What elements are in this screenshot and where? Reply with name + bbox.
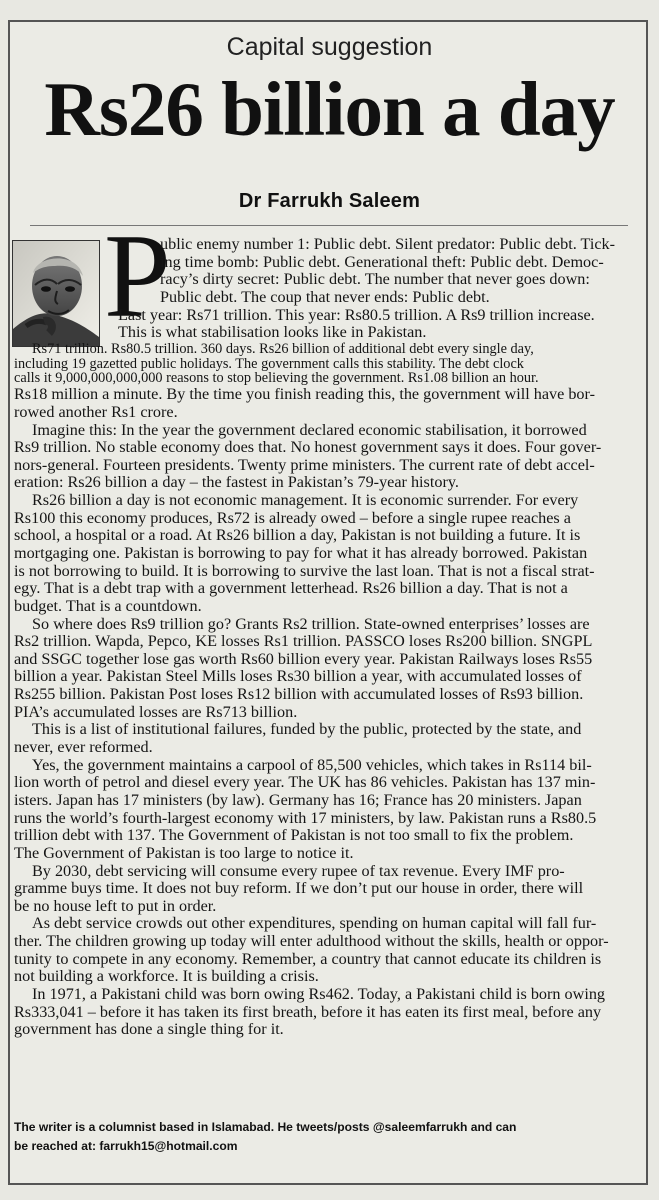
article-line: billion a year. Pakistan Steel Mills loses Rs30 billion a year, with accumulated losses of bbox=[14, 668, 582, 686]
article-line: trillion debt with 137. The Government of Pakistan is not too small to fix the problem. bbox=[14, 827, 574, 845]
drop-cap: P bbox=[104, 209, 171, 342]
article-line: never, ever reformed. bbox=[14, 739, 153, 757]
article-line: Last year: Rs71 trillion. This year: Rs80.5 trillion. A Rs9 trillion increase. bbox=[118, 306, 595, 324]
article-line: Rs18 million a minute. By the time you finish reading this, the government will have bor- bbox=[14, 386, 595, 404]
article-line: Public debt. The coup that never ends: Public debt. bbox=[160, 288, 490, 306]
article-line: tunity to compete in any economy. Remember, a country that cannot educate its children is bbox=[14, 950, 602, 968]
article-line: PIA’s accumulated losses are Rs713 billion. bbox=[14, 703, 298, 721]
article-line: gramme buys time. It does not buy reform. If we don’t put our house in order, there will bbox=[14, 880, 584, 898]
article-line: This is what stabilisation looks like in Pakistan. bbox=[118, 324, 427, 342]
article-line: isters. Japan has 17 ministers (by law). Germany has 16; France has 20 ministers. Japan bbox=[14, 791, 582, 809]
article-line: including 19 gazetted public holidays. The government calls this stability. The debt clock bbox=[14, 356, 524, 372]
article-line: calls it 9,000,000,000,000 reasons to stop believing the government. Rs1.08 billion an hour. bbox=[14, 371, 539, 387]
article-line: Rs71 trillion. Rs80.5 trillion. 360 days. Rs26 billion of additional debt every single day, bbox=[32, 341, 534, 357]
article-line: The Government of Pakistan is too large to notice it. bbox=[14, 844, 354, 862]
article-line: ther. The children growing up today will enter adulthood without the skills, health or oppor- bbox=[14, 933, 609, 951]
article-line: Rs2 trillion. Wapda, Pepco, KE losses Rs1 trillion. PASSCO loses Rs200 billion. SNGPL bbox=[14, 633, 593, 651]
author-note-line: be reached at: farrukh15@hotmail.com bbox=[14, 1139, 238, 1153]
article-line: egy. That is a debt trap with a government letterhead. Rs26 billion a day. That is not a bbox=[14, 580, 568, 598]
article-body bbox=[14, 236, 646, 1039]
article-line: Rs333,041 – before it has taken its first breath, before it has eaten its first meal, before any bbox=[14, 1003, 602, 1021]
article-line: and SSGC together lose gas worth Rs60 billion every year. Pakistan Railways loses Rs55 bbox=[14, 650, 593, 668]
article-line: eration: Rs26 billion a day – the fastest in Pakistan’s 79-year history. bbox=[14, 474, 459, 492]
article-line: Yes, the government maintains a carpool of 85,500 vehicles, which takes in Rs114 bil- bbox=[32, 756, 592, 774]
article-line: not building a workforce. It is building a crisis. bbox=[14, 968, 319, 986]
article-line: Rs9 trillion. No stable economy does that. No honest government says it does. Four gover- bbox=[14, 439, 602, 457]
article-line: This is a list of institutional failures, funded by the public, protected by the state, and bbox=[32, 721, 582, 739]
article-line: lion worth of petrol and diesel every year. The UK has 86 vehicles. Pakistan has 137 min- bbox=[14, 774, 596, 792]
article-line: By 2030, debt servicing will consume every rupee of tax revenue. Every IMF pro- bbox=[32, 862, 565, 880]
article-line: So where does Rs9 trillion go? Grants Rs2 trillion. State-owned enterprises’ losses are bbox=[32, 615, 590, 633]
article-line: is not borrowing to build. It is borrowing to survive the last loan. That is not a fiscal strat- bbox=[14, 562, 595, 580]
article-line: Rs26 billion a day is not economic management. It is economic surrender. For every bbox=[32, 492, 579, 510]
article-line: government has done a single thing for it. bbox=[14, 1021, 284, 1039]
article-line: Rs255 billion. Pakistan Post loses Rs12 billion with accumulated losses of Rs93 billion. bbox=[14, 686, 584, 704]
article-line: Imagine this: In the year the government declared economic stabilisation, it borrowed bbox=[32, 421, 587, 439]
article-line: Rs100 this economy produces, Rs72 is already owed – before a single rupee reaches a bbox=[14, 509, 571, 527]
article-line: racy’s dirty secret: Public debt. The number that never goes down: bbox=[160, 271, 590, 289]
author-note bbox=[14, 1118, 646, 1156]
article-line: be no house left to put in order. bbox=[14, 897, 217, 915]
article-byline: Dr Farrukh Saleem bbox=[238, 190, 421, 212]
article-line: nors-general. Fourteen presidents. Twenty prime ministers. The current rate of debt accel- bbox=[14, 456, 595, 474]
article-line: ublic enemy number 1: Public debt. Silent predator: Public debt. Tick- bbox=[160, 236, 615, 253]
author-note-line: The writer is a columnist based in Islamabad. He tweets/posts @saleemfarrukh and can bbox=[14, 1120, 517, 1134]
article-line: ing time bomb: Public debt. Generational theft: Public debt. Democ- bbox=[160, 253, 604, 271]
article-line: budget. That is a countdown. bbox=[14, 597, 202, 615]
article-line: As debt service crowds out other expenditures, spending on human capital will fall fur- bbox=[32, 915, 597, 933]
column-kicker: Capital suggestion bbox=[226, 33, 433, 61]
article-line: runs the world’s fourth-largest economy with 17 ministers, by law. Pakistan runs a Rs80.5 bbox=[14, 809, 597, 827]
article-line: mortgaging one. Pakistan is borrowing to pay for what it has already borrowed. Pakistan bbox=[14, 545, 588, 562]
article-headline: Rs26 billion a day bbox=[44, 66, 615, 152]
article-line: school, a hospital or a road. At Rs26 billion a day, Pakistan is not building a future. It is bbox=[14, 527, 581, 545]
article-line: In 1971, a Pakistani child was born owing Rs462. Today, a Pakistani child is born owing bbox=[32, 986, 606, 1004]
article-line: rowed another Rs1 crore. bbox=[14, 403, 178, 421]
